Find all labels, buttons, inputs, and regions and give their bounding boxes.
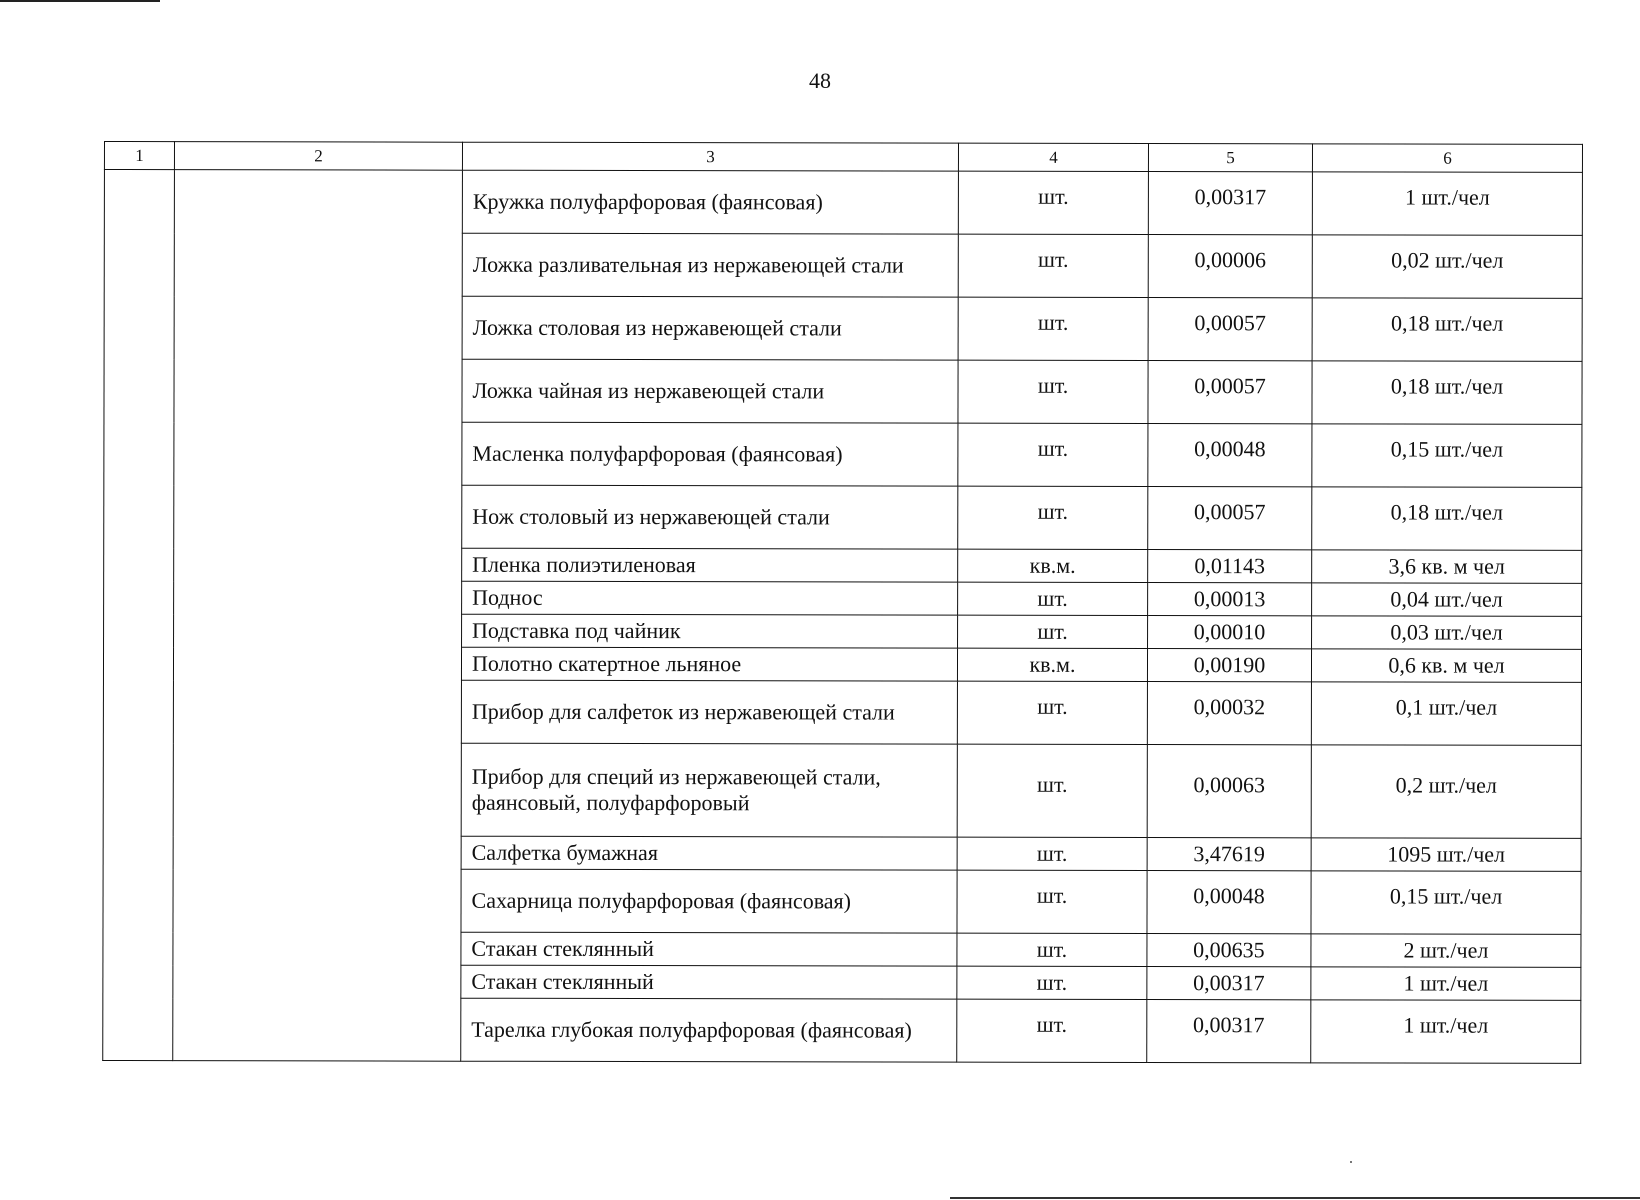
norm-cell — [1312, 235, 1582, 299]
unit-cell — [957, 870, 1147, 933]
norm-text: 1 шт./чел — [1404, 184, 1490, 210]
unit-text: шт. — [1038, 183, 1069, 209]
unit-text: шт. — [1037, 372, 1069, 398]
value-cell — [1147, 871, 1311, 934]
norm-cell — [1312, 583, 1582, 617]
unit-cell — [958, 486, 1148, 549]
value-text: 0,00635 — [1193, 937, 1265, 963]
item-name-text: Ложка чайная из нержавеющей стали — [472, 377, 825, 404]
norm-cell — [1312, 487, 1582, 551]
item-name-cell — [461, 965, 957, 999]
unit-text: кв.м. — [1029, 552, 1076, 578]
unit-cell — [958, 297, 1148, 360]
item-name-text: Прибор для салфеток из нержавеющей стали — [471, 698, 895, 725]
column-header-1: 1 — [104, 142, 174, 170]
item-name-cell — [461, 680, 957, 744]
unit-cell — [957, 744, 1147, 837]
scan-speck — [1350, 1161, 1352, 1163]
unit-text: шт. — [1036, 969, 1068, 995]
unit-cell — [957, 966, 1147, 999]
value-cell — [1148, 550, 1312, 583]
norm-cell — [1311, 838, 1581, 872]
unit-cell — [958, 234, 1148, 297]
item-name-text: Ложка столовая из нержавеющей стали — [472, 314, 842, 341]
norm-cell — [1311, 871, 1581, 935]
unit-text: шт. — [1037, 435, 1069, 461]
unit-text: шт. — [1037, 498, 1069, 524]
unit-text: шт. — [1037, 309, 1069, 335]
norm-text: 3,6 кв. м чел — [1388, 553, 1505, 579]
norm-text: 0,02 шт./чел — [1391, 247, 1504, 273]
unit-text: шт. — [1037, 771, 1068, 797]
unit-cell — [957, 933, 1147, 966]
item-name-text: Пленка полиэтиленовая — [472, 551, 696, 578]
value-text: 0,00317 — [1193, 1012, 1265, 1038]
item-name-cell — [461, 743, 957, 837]
item-name-text: Кружка полуфарфоровая (фаянсовая) — [472, 188, 823, 215]
norm-text: 1095 шт./чел — [1387, 841, 1506, 867]
unit-cell — [957, 999, 1147, 1062]
value-text: 0,01143 — [1194, 553, 1266, 579]
norm-cell — [1311, 649, 1581, 683]
item-name-cell — [462, 359, 958, 423]
norm-cell — [1312, 172, 1582, 236]
group-cell-col1 — [103, 170, 175, 1061]
item-name-text: Подставка под чайник — [472, 617, 681, 644]
norm-cell — [1311, 682, 1581, 746]
value-text: 0,00010 — [1193, 619, 1266, 645]
norm-cell — [1312, 550, 1582, 584]
norm-cell — [1312, 616, 1582, 650]
column-header-5: 5 — [1148, 144, 1312, 172]
item-name-text: Сахарница полуфарфоровая (фаянсовая) — [471, 887, 852, 914]
unit-cell — [958, 360, 1148, 423]
value-text: 0,00057 — [1194, 373, 1266, 399]
value-cell — [1147, 934, 1311, 967]
unit-cell — [957, 681, 1147, 744]
value-text: 0,00190 — [1193, 652, 1266, 678]
item-name-text: Стакан стеклянный — [471, 968, 654, 995]
item-name-text: Стакан стеклянный — [471, 935, 654, 962]
item-name-cell — [462, 233, 958, 297]
scan-edge-bottom — [950, 1197, 1640, 1199]
unit-text: шт. — [1036, 882, 1068, 908]
item-name-text: Ложка разливательная из нержавеющей стали — [472, 251, 904, 278]
value-cell — [1148, 487, 1312, 550]
item-name-cell — [462, 548, 958, 582]
unit-text: шт. — [1038, 246, 1069, 272]
item-name-cell — [461, 998, 957, 1062]
item-name-text: Полотно скатертное льняное — [471, 650, 742, 677]
value-text: 0,00032 — [1193, 694, 1266, 720]
unit-cell — [957, 837, 1147, 870]
norm-text: 0,6 кв. м чел — [1388, 652, 1505, 678]
item-name-cell — [462, 485, 958, 549]
item-name-cell — [461, 647, 957, 681]
value-cell — [1147, 1000, 1311, 1063]
norm-text: 1 шт./чел — [1403, 1012, 1489, 1038]
unit-text: шт. — [1037, 618, 1068, 644]
value-cell — [1147, 967, 1311, 1000]
value-text: 0,00057 — [1194, 310, 1266, 336]
value-cell — [1147, 745, 1311, 838]
value-cell — [1148, 616, 1312, 649]
item-name-cell — [462, 170, 958, 234]
value-text: 0,00048 — [1193, 883, 1265, 909]
unit-text: шт. — [1036, 1011, 1068, 1037]
norm-text: 0,18 шт./чел — [1390, 373, 1504, 399]
value-text: 0,00013 — [1193, 586, 1266, 612]
norm-cell — [1312, 298, 1582, 362]
column-header-2: 2 — [174, 142, 462, 171]
column-header-4: 4 — [958, 143, 1148, 171]
value-cell — [1147, 682, 1311, 745]
item-name-text: Нож столовый из нержавеющей стали — [472, 503, 830, 530]
item-name-cell — [461, 836, 957, 870]
norm-text: 2 шт./чел — [1403, 937, 1489, 963]
unit-text: кв.м. — [1029, 651, 1076, 677]
norm-text: 0,2 шт./чел — [1395, 772, 1497, 798]
norm-text: 0,04 шт./чел — [1390, 586, 1503, 612]
unit-cell — [958, 171, 1148, 234]
norm-text: 1 шт./чел — [1403, 970, 1489, 996]
norm-text: 0,15 шт./чел — [1390, 436, 1504, 462]
value-text: 0,00006 — [1194, 247, 1267, 273]
column-header-3: 3 — [462, 142, 958, 171]
norm-cell — [1311, 967, 1581, 1001]
group-cell-col2 — [173, 170, 463, 1062]
norm-cell — [1312, 361, 1582, 425]
scan-edge-top — [0, 0, 160, 2]
column-header-6: 6 — [1312, 144, 1582, 173]
norm-cell — [1311, 1000, 1581, 1064]
item-name-text: Прибор для специй из нержавеющей стали, фаянсовый, полуфарфоровый — [471, 763, 881, 816]
item-name-text: Поднос — [472, 584, 543, 610]
unit-cell — [958, 582, 1148, 615]
value-cell — [1147, 838, 1311, 871]
value-text: 3,47619 — [1193, 841, 1265, 867]
item-name-cell — [462, 614, 958, 648]
value-text: 0,00317 — [1194, 184, 1267, 210]
item-name-cell — [462, 422, 958, 486]
norm-text: 0,18 шт./чел — [1390, 310, 1504, 336]
item-name-cell — [461, 932, 957, 966]
norm-text: 0,15 шт./чел — [1389, 883, 1503, 909]
page-number: 48 — [809, 68, 831, 93]
unit-text: шт. — [1037, 693, 1068, 719]
value-cell — [1148, 424, 1312, 487]
value-text: 0,00063 — [1193, 772, 1266, 798]
value-text: 0,00057 — [1194, 499, 1266, 525]
item-name-cell — [461, 869, 957, 933]
item-name-text: Салфетка бумажная — [471, 839, 658, 866]
item-name-cell — [462, 296, 958, 360]
value-cell — [1148, 361, 1312, 424]
value-cell — [1148, 235, 1312, 298]
item-name-text: Масленка полуфарфоровая (фаянсовая) — [472, 440, 843, 467]
unit-cell — [957, 648, 1147, 681]
norm-cell — [1311, 745, 1581, 839]
item-name-cell — [462, 581, 958, 615]
value-cell — [1148, 172, 1312, 235]
data-table — [102, 141, 1583, 1064]
norm-text: 0,18 шт./чел — [1390, 499, 1503, 525]
table-header-row — [104, 142, 1582, 173]
value-cell — [1148, 298, 1312, 361]
table-body — [103, 142, 1583, 1064]
norm-cell — [1311, 934, 1581, 968]
table-row — [104, 170, 1582, 236]
unit-text: шт. — [1037, 585, 1068, 611]
unit-cell — [958, 549, 1148, 582]
norm-text: 0,03 шт./чел — [1390, 619, 1503, 645]
unit-text: шт. — [1036, 936, 1068, 962]
item-name-text: Тарелка глубокая полуфарфоровая (фаянсовая) — [471, 1016, 912, 1043]
value-cell — [1148, 583, 1312, 616]
norm-cell — [1312, 424, 1582, 488]
norm-text: 0,1 шт./чел — [1395, 694, 1498, 720]
value-text: 0,00048 — [1194, 436, 1266, 462]
unit-text: шт. — [1036, 840, 1068, 866]
unit-cell — [958, 423, 1148, 486]
value-text: 0,00317 — [1193, 970, 1265, 996]
value-cell — [1147, 649, 1311, 682]
unit-cell — [958, 615, 1148, 648]
